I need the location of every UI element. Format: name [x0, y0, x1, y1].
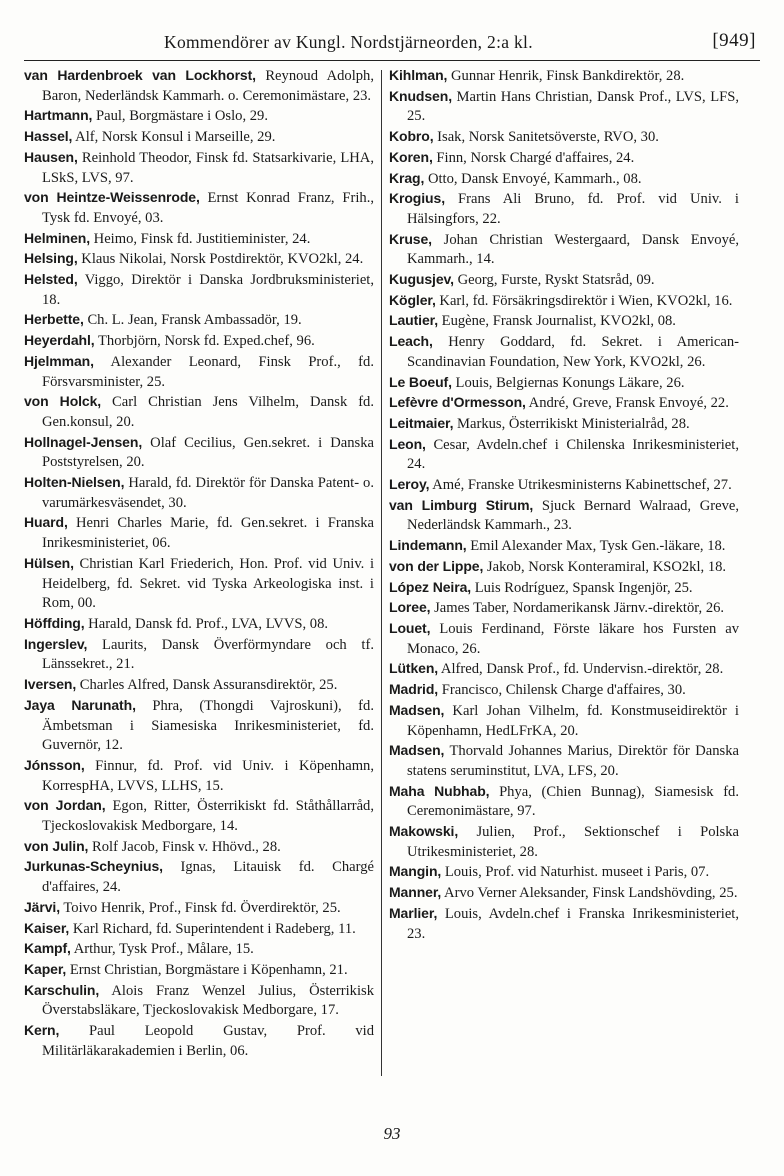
entry-name: Maha Nubhab, [389, 782, 490, 799]
directory-entry [389, 701, 739, 741]
entry-details: Alexander Leonard, Finsk Prof., fd. Försvarsminister, 25. [42, 353, 374, 390]
entry-details: Ernst Konrad Franz, Frih., Tysk fd. Envoyé, 03. [42, 190, 374, 226]
directory-entry [389, 230, 739, 270]
entry-name: von Jordan, [24, 797, 106, 814]
entry-name: Herbette, [24, 311, 84, 328]
directory-entry [24, 352, 374, 392]
directory-entry [24, 1021, 374, 1061]
entry-details: Toivo Henrik, Prof., Finsk fd. Överdirektör, 25. [60, 899, 341, 916]
entry-details: Harald, fd. Direktör för Danska Patent- o. varumärkesväsendet, 30. [42, 475, 374, 511]
directory-entry [24, 331, 374, 352]
entry-name: Lautier, [389, 312, 438, 329]
entry-details: Thorbjörn, Norsk fd. Exped.chef, 96. [94, 333, 315, 350]
entry-name: Jaya Narunath, [24, 696, 136, 713]
entry-name: van Limburg Stirum, [389, 496, 534, 513]
entry-details: Alfred, Dansk Prof., fd. Undervisn.-direktör, 28. [438, 661, 724, 678]
entry-name: Leroy, [389, 476, 430, 493]
directory-entry [24, 614, 374, 635]
entry-details: Gunnar Henrik, Finsk Bankdirektör, 28. [447, 68, 685, 84]
entry-name: López Neira, [389, 578, 472, 595]
entry-details: Finn, Norsk Chargé d'affaires, 24. [432, 149, 635, 166]
entry-details: Phra, (Thongdi Vajroskuni), fd. Ämbetsman i Siamesiska Inrikesministeriet, fd. Guvernör, 12. [42, 697, 374, 754]
entry-name: Iversen, [24, 676, 77, 693]
directory-entry [24, 473, 374, 513]
directory-entry [24, 837, 374, 858]
entry-details: Arvo Verner Aleksander, Finsk Landshövding, 25. [441, 885, 738, 902]
left-column [24, 66, 381, 1126]
entry-details: Alf, Norsk Konsul i Marseille, 29. [72, 129, 276, 146]
directory-entry [389, 66, 739, 87]
directory-entry [389, 414, 739, 435]
entry-details: James Taber, Nordamerikansk Järnv.-direktör, 26. [430, 600, 725, 617]
entry-details: Georg, Furste, Ryskt Statsråd, 09. [453, 272, 655, 289]
entry-details: Henry Goddard, fd. Sekret. i American-Scandinavian Foundation, New York, KVO2kl, 26. [407, 334, 739, 370]
directory-entry [389, 659, 739, 680]
directory-entry [24, 66, 374, 106]
entry-name: Kihlman, [389, 67, 448, 83]
directory-entry [24, 919, 374, 940]
entry-name: von der Lippe, [389, 557, 484, 574]
directory-entry [24, 270, 374, 310]
entry-details: Eugène, Fransk Journalist, KVO2kl, 08. [438, 313, 676, 330]
entry-name: Kobro, [389, 128, 434, 145]
directory-entry [389, 598, 739, 619]
entry-details: Francisco, Chilensk Charge d'affaires, 30. [438, 682, 686, 699]
entry-details: Arthur, Tysk Prof., Målare, 15. [70, 941, 254, 958]
entry-name: Huard, [24, 514, 68, 531]
directory-entry [389, 782, 739, 822]
directory-entry [389, 475, 739, 496]
entry-name: Kaiser, [24, 919, 70, 936]
entry-name: Helsted, [24, 271, 78, 288]
entry-name: Ingerslev, [24, 635, 88, 652]
entry-name: von Heintze-Weissenrode, [24, 189, 200, 206]
entry-name: Manner, [389, 884, 442, 901]
entry-details: Klaus Nikolai, Norsk Postdirektör, KVO2kl, 24. [77, 251, 364, 268]
entry-details: André, Greve, Fransk Envoyé, 22. [525, 395, 729, 412]
entry-name: Koren, [389, 148, 433, 165]
entry-name: Hartmann, [24, 107, 93, 124]
entry-name: Makowski, [389, 823, 459, 840]
entry-details: Ignas, Litauisk fd. Chargé d'affaires, 24. [42, 859, 374, 896]
directory-entry [24, 696, 374, 756]
directory-entry [389, 127, 739, 148]
entry-name: Krogius, [389, 190, 445, 207]
directory-entry [389, 822, 739, 862]
entry-details: Paul Leopold Gustav, Prof. vid Militärläkarakademien i Berlin, 06. [42, 1023, 374, 1059]
entry-details: Alois Franz Wenzel Julius, Österrikisk Överstabsläkare, Tjeckoslovakisk Medborgare, 17. [42, 982, 374, 1019]
entry-details: Louis, Prof. vid Naturhist. museet i Paris, 07. [441, 864, 710, 881]
entry-name: von Julin, [24, 837, 89, 854]
entry-details: Louis Ferdinand, Förste läkare hos Fursten av Monaco, 26. [407, 620, 739, 657]
directory-entry [24, 635, 374, 675]
entry-details: Louis, Avdeln.chef i Franska Inrikesministeriet, 23. [407, 905, 739, 942]
entry-name: Loree, [389, 599, 431, 616]
entry-details: Reynoud Adolph, Baron, Nederländsk Kammarh. o. Ceremonimästare, 23. [42, 68, 374, 104]
entry-name: van Hardenbroek van Lockhorst, [24, 67, 256, 83]
directory-entry [24, 188, 374, 228]
entry-name: Leon, [389, 435, 426, 452]
entry-details: Amé, Franske Utrikesministerns Kabinettschef, 27. [429, 477, 732, 494]
entry-name: Hausen, [24, 148, 78, 165]
entry-details: Ernst Christian, Borgmästare i Köpenhamn, 21. [66, 961, 348, 978]
entry-name: Kern, [24, 1022, 60, 1039]
entry-details: Julien, Prof., Sektionschef i Polska Utrikesministeriet, 28. [407, 824, 739, 860]
directory-entry [389, 169, 739, 190]
directory-entry [24, 554, 374, 614]
entry-name: Leach, [389, 333, 433, 350]
directory-entry [24, 249, 374, 270]
entry-details: Finnur, fd. Prof. vid Univ. i Köpenhamn, KorrespHA, LVVS, LLHS, 15. [42, 757, 374, 794]
entry-name: von Holck, [24, 393, 102, 410]
entry-details: Karl Richard, fd. Superintendent i Radeberg, 11. [69, 920, 356, 937]
directory-entry [389, 578, 739, 599]
directory-entry [24, 981, 374, 1021]
entry-name: Krag, [389, 169, 425, 186]
entry-details: Karl Johan Vilhelm, fd. Konstmuseidirektör i Köpenhamn, HedLFrKA, 20. [407, 702, 739, 739]
entry-name: Lefèvre d'Ormesson, [389, 394, 526, 411]
footer-page-number: 93 [383, 1124, 401, 1143]
entry-name: Kugusjev, [389, 271, 454, 288]
directory-entry [24, 939, 374, 960]
entry-name: Helsing, [24, 250, 78, 267]
directory-entry [24, 960, 374, 981]
directory-entry [389, 536, 739, 557]
directory-entry [389, 557, 739, 578]
entry-details: Cesar, Avdeln.chef i Chilenska Inrikesministeriet, 24. [407, 436, 739, 473]
entry-name: Jurkunas-Scheynius, [24, 858, 163, 875]
entry-details: Carl Christian Jens Vilhelm, Dansk fd. Gen.konsul, 20. [42, 394, 375, 430]
entry-details: Christian Karl Friederich, Hon. Prof. vid Univ. i Heidelberg, fd. Sekret. vid Tyska Arkeologiska inst. i Rom, 00. [42, 555, 374, 612]
entry-details: Henri Charles Marie, fd. Gen.sekret. i Franska Inrikesministeriet, 06. [42, 515, 374, 552]
entry-name: Lütken, [389, 660, 439, 677]
directory-entry [389, 87, 739, 127]
directory-entry [24, 857, 374, 897]
directory-entry [24, 756, 374, 796]
directory-entry [389, 496, 739, 536]
directory-entry [389, 373, 739, 394]
running-title: Kommendörer av Kungl. Nordstjärneorden, 2:a kl. [164, 32, 533, 52]
bracketed-page-number: [949] [712, 30, 756, 51]
directory-entry [24, 229, 374, 250]
entry-name: Marlier, [389, 904, 438, 921]
directory-entry [389, 291, 739, 312]
entry-name: Höffding, [24, 614, 85, 631]
entry-details: Isak, Norsk Sanitetsöverste, RVO, 30. [433, 129, 659, 146]
directory-entry [389, 270, 739, 291]
entry-name: Kampf, [24, 940, 71, 957]
entry-name: Mangin, [389, 863, 442, 880]
entry-details: Ch. L. Jean, Fransk Ambassadör, 19. [83, 312, 302, 329]
directory-entry [389, 393, 739, 414]
entry-details: Harald, Dansk fd. Prof., LVA, LVVS, 08. [84, 615, 329, 632]
entry-details: Phya, (Chien Bunnag), Siamesisk fd. Ceremonimästare, 97. [407, 783, 739, 820]
directory-entry [389, 741, 739, 781]
directory-entry [24, 898, 374, 919]
directory-entry [389, 862, 739, 883]
entry-details: Sjuck Bernard Walraad, Greve, Nederländsk Kammarh., 23. [407, 497, 739, 534]
entry-details: Luis Rodríguez, Spansk Ingenjör, 25. [471, 579, 693, 596]
entry-details: Markus, Österrikiskt Ministerialråd, 28. [453, 415, 690, 432]
entry-details: Jakob, Norsk Konteramiral, KSO2kl, 18. [483, 558, 727, 575]
entry-name: Lindemann, [389, 537, 467, 554]
entry-details: Reinhold Theodor, Finsk fd. Statsarkivarie, LHA, LSkS, LVS, 97. [42, 149, 374, 186]
directory-entry [24, 796, 374, 836]
directory-entry [389, 332, 739, 372]
entry-name: Kruse, [389, 230, 432, 247]
directory-entry [24, 513, 374, 553]
directory-entry [389, 189, 739, 229]
entry-details: Rolf Jacob, Finsk v. Hhövd., 28. [88, 838, 281, 855]
directory-entry [24, 310, 374, 331]
entry-details: Otto, Dansk Envoyé, Kammarh., 08. [424, 170, 642, 187]
directory-entry [24, 106, 374, 127]
directory-entry [389, 311, 739, 332]
entry-details: Heimo, Finsk fd. Justitieminister, 24. [90, 230, 311, 247]
entry-name: Hülsen, [24, 554, 74, 571]
entry-details: Viggo, Direktör i Danska Jordbruksministeriet, 18. [42, 272, 374, 308]
directory-entry [24, 127, 374, 148]
entry-details: Laurits, Dansk Överförmyndare och tf. Länssekret., 21. [42, 636, 374, 673]
entry-name: Helminen, [24, 229, 91, 246]
entry-name: Jónsson, [24, 756, 85, 773]
entry-details: Frans Ali Bruno, fd. Prof. vid Univ. i Hälsingfors, 22. [407, 191, 739, 227]
entry-name: Louet, [389, 619, 431, 636]
two-column-body [24, 66, 760, 1126]
entry-name: Heyerdahl, [24, 332, 95, 349]
entry-name: Kaper, [24, 960, 67, 977]
directory-entry [389, 883, 739, 904]
entry-details: Charles Alfred, Dansk Assuransdirektör, 25. [76, 677, 338, 694]
directory-entry [24, 433, 374, 473]
entry-details: Thorvald Johannes Marius, Direktör för Danska statens seruminstitut, LVA, LFS, 20. [407, 743, 739, 779]
entry-name: Le Boeuf, [389, 373, 452, 390]
entry-details: Paul, Borgmästare i Oslo, 29. [92, 108, 268, 125]
entry-name: Madrid, [389, 681, 439, 698]
entry-name: Hollnagel-Jensen, [24, 433, 143, 450]
entry-name: Karschulin, [24, 981, 100, 998]
entry-name: Hassel, [24, 128, 73, 145]
directory-entry [389, 904, 739, 944]
entry-name: Järvi, [24, 898, 60, 915]
entry-name: Madsen, [389, 701, 445, 718]
right-column [382, 66, 739, 1126]
directory-entry [389, 148, 739, 169]
entry-details: Karl, fd. Försäkringsdirektör i Wien, KVO2kl, 16. [435, 292, 733, 309]
entry-name: Holten-Nielsen, [24, 474, 125, 491]
entry-details: Johan Christian Westergaard, Dansk Envoyé, Kammarh., 14. [407, 231, 739, 268]
entry-name: Kögler, [389, 291, 436, 308]
entry-name: Hjelmman, [24, 352, 94, 369]
entry-name: Knudsen, [389, 87, 452, 104]
entry-details: Egon, Ritter, Österrikiskt fd. Ståthållarråd, Tjeckoslovakisk Medborgare, 14. [42, 798, 374, 835]
directory-entry [24, 675, 374, 696]
directory-entry [389, 680, 739, 701]
directory-entry [24, 392, 374, 432]
page-header [24, 26, 760, 61]
directory-entry [24, 148, 374, 188]
entry-details: Martin Hans Christian, Dansk Prof., LVS, LFS, 25. [407, 88, 739, 125]
directory-entry [389, 435, 739, 475]
entry-details: Olaf Cecilius, Gen.sekret. i Danska Poststyrelsen, 20. [42, 434, 374, 471]
entry-details: Louis, Belgiernas Konungs Läkare, 26. [451, 374, 685, 391]
directory-entry [389, 619, 739, 659]
entry-name: Madsen, [389, 742, 445, 759]
entry-details: Emil Alexander Max, Tysk Gen.-läkare, 18. [466, 538, 726, 555]
entry-name: Leitmaier, [389, 414, 454, 431]
